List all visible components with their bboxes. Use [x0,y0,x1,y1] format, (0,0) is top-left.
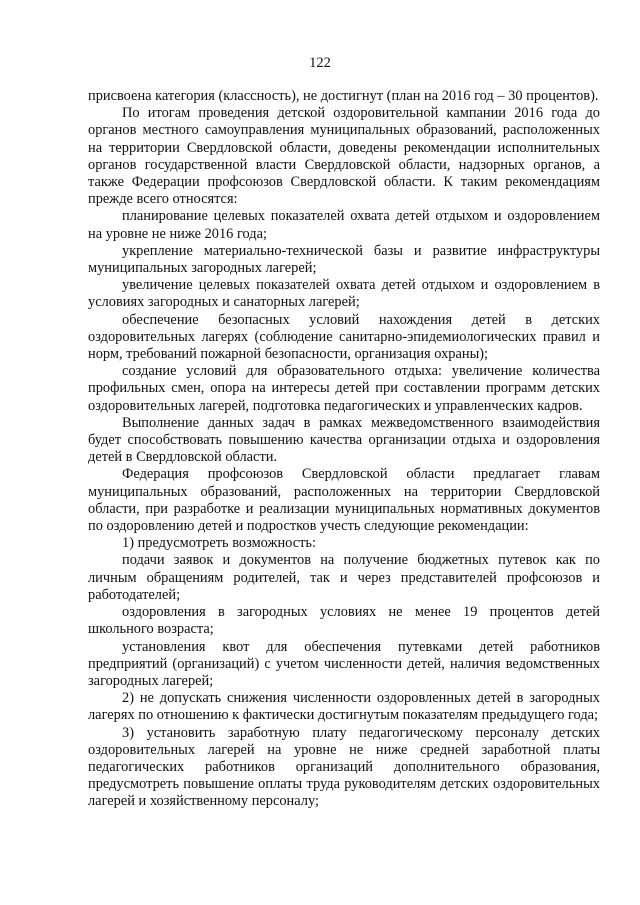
body-text [88,88,600,811]
paragraph-tasks: Выполнение данных задач в рамках межведомственного взаимодействия будет способствовать повышению качества организации отдыха и оздоровления детей в Свердловской области. [88,414,600,466]
list-item-infrastructure: укрепление материально-технической базы и развитие инфраструктуры муниципальных загородных лагерей; [88,242,600,277]
list-item-education: создание условий для образовательного отдыха: увеличение количества профильных смен, опора на интересы детей при составлении программ детских оздоровительных лагерей, подготовка педагогических и управленческих кадров. [88,363,600,414]
list-item-safety: обеспечение безопасных условий нахождения детей в детских оздоровительных лагерях (соблюдение санитарно-эпидемиологических правил и норм, требований пожарной безопасности, организация охраны); [88,311,600,363]
paragraph-continuation: присвоена категория (классность), не достигнут (план на 2016 год – 30 процентов). [88,88,599,104]
recommendation-2: 2) не допускать снижения численности оздоровленных детей в загородных лагерях по отношению к фактически достигнутым показателям предыдущего года; [88,690,600,724]
recommendation-1: 1) предусмотреть возможность: [122,535,316,552]
list-item-planning: планирование целевых показателей охвата детей отдыхом и оздоровлением на уровне не ниже 2016 года; [88,208,600,242]
list-item-coverage: увеличение целевых показателей охвата детей отдыхом и оздоровлением в условиях загородных и санаторных лагерей; [88,277,600,311]
recommendation-1-quotas: установления квот для обеспечения путевками детей работников предприятий (организаций) с учетом численности детей, наличия ведомственных загородных лагерей; [88,638,600,689]
paragraph-results: По итогам проведения детской оздоровительной кампании 2016 года до органов местного самоуправления муниципальных образований, расположенных на территории Свердловской области, доведены рекомендации исполнительных органов государственной власти Свердловской области, надзорных органов, а также Федерации профсоюзов Свердловской области. К таким рекомендациям прежде всего относятся: [88,105,600,208]
paragraph-federation: Федерация профсоюзов Свердловской области предлагает главам муниципальных образований, расположенных на территории Свердловской области, при разработке и реализации муниципальных нормативных документов по оздоровлению детей и подростков учесть следующие рекомендации: [88,466,600,535]
recommendation-1-recovery: оздоровления в загородных условиях не менее 19 процентов детей школьного возраста; [88,604,600,638]
page-number: 122 [309,55,331,71]
recommendation-3: 3) установить заработную плату педагогическому персоналу детских оздоровительных лагерей на уровне не ниже средней заработной платы педагогических работников организаций дополнительного образования, предусмотреть повышение оплаты труда руководителям детских оздоровительных лагерей и хозяйственному персоналу; [88,724,600,810]
recommendation-1-applications: подачи заявок и документов на получение бюджетных путевок как по личным обращениям родителей, так и через представителей профсоюзов и работодателей; [88,552,600,603]
